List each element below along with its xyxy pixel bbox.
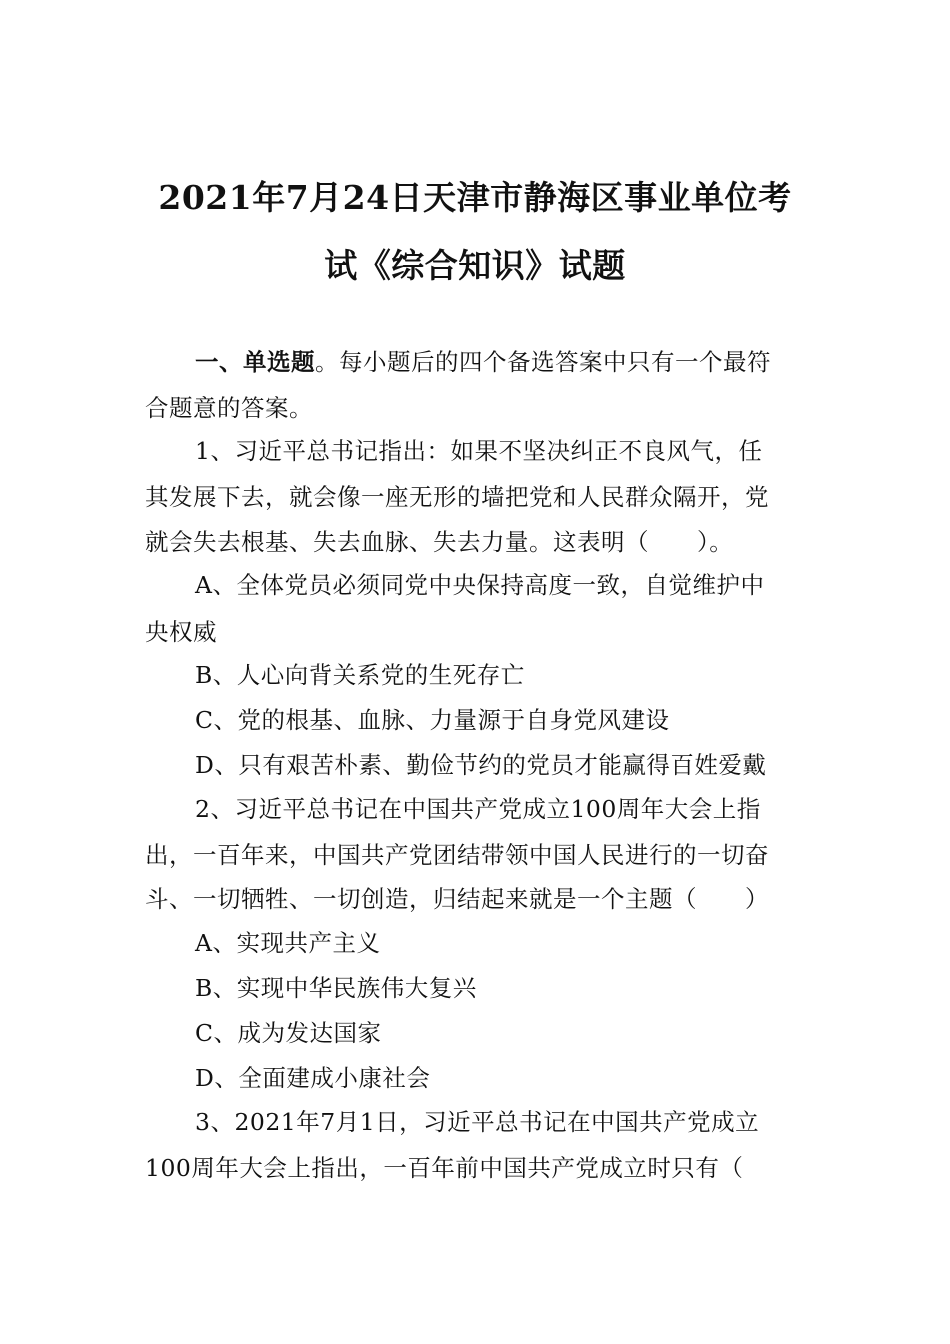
question-3-line-1: 3、2021年7月1日，习近平总书记在中国共产党成立 bbox=[195, 1108, 760, 1136]
question-1-option-a-line-1: A、全体党员必须同党中央保持高度一致，自觉维护中 bbox=[195, 571, 765, 599]
question-1-option-b: B、人心向背关系党的生死存亡 bbox=[195, 661, 525, 689]
question-2-option-d: D、全面建成小康社会 bbox=[195, 1064, 431, 1092]
question-2-option-b: B、实现中华民族伟大复兴 bbox=[195, 974, 477, 1002]
question-1-line-1: 1、习近平总书记指出：如果不坚决纠正不良风气，任 bbox=[195, 437, 763, 465]
section-intro-line-2: 合题意的答案。 bbox=[145, 394, 313, 422]
question-2-line-2: 出，一百年来，中国共产党团结带领中国人民进行的一切奋 bbox=[145, 841, 769, 869]
question-2-line-1: 2、习近平总书记在中国共产党成立100周年大会上指 bbox=[195, 795, 761, 823]
question-1-option-d: D、只有艰苦朴素、勤俭节约的党员才能赢得百姓爱戴 bbox=[195, 751, 767, 779]
question-3-line-2: 100周年大会上指出，一百年前中国共产党成立时只有（ bbox=[145, 1154, 744, 1182]
doc-title-line-1: 2021年7月24日天津市静海区事业单位考 bbox=[158, 178, 792, 217]
section-heading: 一、单选题 bbox=[195, 348, 315, 376]
question-1-line-2: 其发展下去，就会像一座无形的墙把党和人民群众隔开，党 bbox=[145, 483, 769, 511]
question-2-option-c: C、成为发达国家 bbox=[195, 1019, 382, 1047]
doc-title-line-2: 试《综合知识》试题 bbox=[324, 246, 626, 285]
question-1-line-3: 就会失去根基、失去血脉、失去力量。这表明（ ）。 bbox=[145, 528, 734, 556]
section-intro-text: 。每小题后的四个备选答案中只有一个最符 bbox=[315, 348, 771, 376]
question-2-line-3: 斗、一切牺牲、一切创造，归结起来就是一个主题（ ） bbox=[145, 885, 769, 913]
question-1-option-a-line-2: 央权威 bbox=[145, 618, 217, 646]
question-1-option-c: C、党的根基、血脉、力量源于自身党风建设 bbox=[195, 706, 670, 734]
section-intro-line-1 bbox=[195, 347, 810, 377]
question-2-option-a: A、实现共产主义 bbox=[195, 929, 381, 957]
